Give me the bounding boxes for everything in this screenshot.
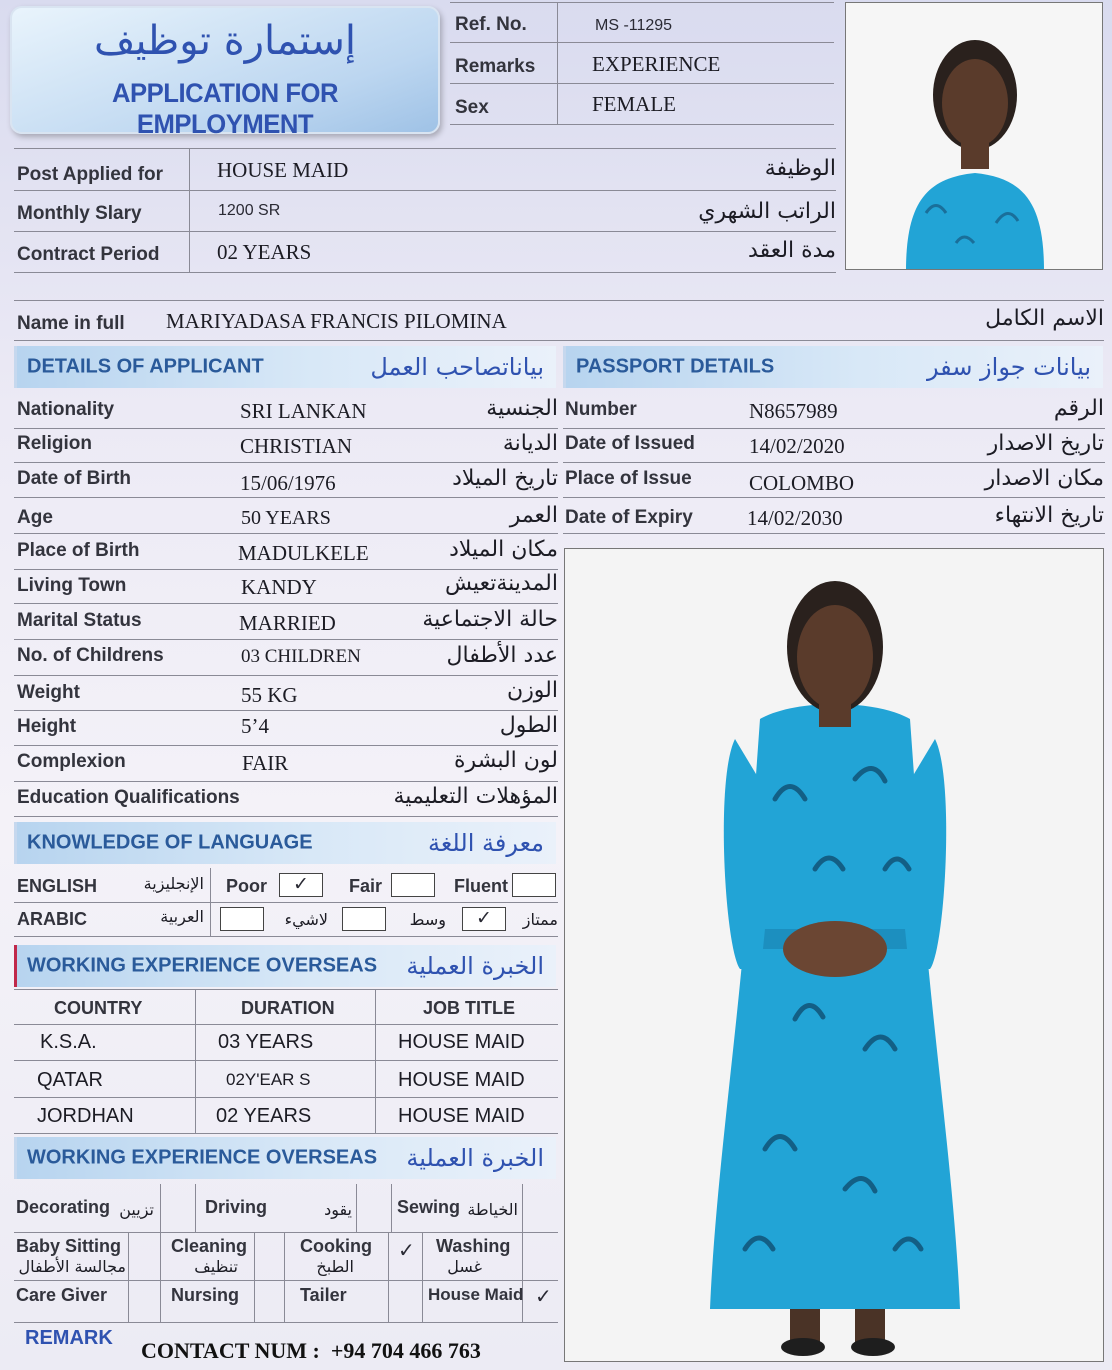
skill-decorating-ar: تزيين xyxy=(119,1200,154,1219)
title-panel xyxy=(10,6,440,139)
post-applied-value: HOUSE MAID xyxy=(217,158,349,182)
marital-status-ar: حالة الاجتماعية xyxy=(422,607,558,632)
exp-row-2-duration: 02Y'EAR S xyxy=(226,1070,311,1089)
skill-cooking: Cooking xyxy=(300,1236,372,1256)
english-ar: الإنجليزية xyxy=(143,874,204,893)
arabic-mid-checkbox[interactable] xyxy=(342,907,386,931)
english-poor-tick: ✓ xyxy=(293,874,309,895)
skill-washing-ar: غسل xyxy=(447,1257,482,1276)
exp-row-3-duration: 02 YEARS xyxy=(216,1105,312,1127)
col-job-header: JOB TITLE xyxy=(423,998,516,1018)
post-applied-label: Post Applied for xyxy=(17,164,164,185)
contract-period-value: 02 YEARS xyxy=(217,240,312,264)
religion-label: Religion xyxy=(17,433,92,454)
skill-sewing-ar: الخياطة xyxy=(467,1200,518,1219)
skill-sewing: Sewing xyxy=(397,1197,461,1217)
children-ar: عدد الأطفال xyxy=(446,643,558,668)
experience-section-band xyxy=(14,945,556,987)
children-label: No. of Childrens xyxy=(17,645,164,666)
skill-driving-ar: يقود xyxy=(324,1200,352,1219)
passport-expiry-ar: تاريخ الانتهاء xyxy=(994,503,1104,528)
experience-section-title: WORKING EXPERIENCE OVERSEAS xyxy=(27,954,378,977)
passport-number-label: Number xyxy=(565,399,637,420)
education-label: Education Qualifications xyxy=(17,787,240,808)
remarks-label: Remarks xyxy=(455,56,536,77)
skill-house-maid: House Maid xyxy=(428,1285,524,1304)
skill-driving: Driving xyxy=(205,1197,268,1217)
sex-label: Sex xyxy=(455,97,489,118)
skills-section-band xyxy=(14,1137,556,1179)
col-duration-header: DURATION xyxy=(241,998,335,1018)
weight-label: Weight xyxy=(17,682,80,703)
applicant-section-title-ar: بياناتصاحب العمل xyxy=(370,353,544,381)
nationality-value: SRI LANKAN xyxy=(240,399,367,423)
place-of-birth-ar: مكان الميلاد xyxy=(449,537,558,562)
living-town-ar: المدينةتعيش xyxy=(444,571,558,596)
age-ar: العمر xyxy=(509,503,558,528)
exp-row-3-country: JORDHAN xyxy=(37,1105,134,1127)
passport-number-ar: الرقم xyxy=(1053,396,1104,421)
nationality-label: Nationality xyxy=(17,399,115,420)
cooking-tick: ✓ xyxy=(398,1240,415,1262)
marital-status-value: MARRIED xyxy=(239,611,336,635)
height-ar: الطول xyxy=(499,713,558,738)
arabic-excellent-checkbox[interactable] xyxy=(462,907,506,931)
skill-washing: Washing xyxy=(436,1236,511,1256)
dob-ar: تاريخ الميلاد xyxy=(452,466,558,491)
applicant-portrait-photo xyxy=(845,2,1103,270)
monthly-salary-ar: الراتب الشهري xyxy=(698,199,836,224)
weight-ar: الوزن xyxy=(507,678,558,703)
applicant-section-band xyxy=(14,346,556,388)
name-ar: الاسم الكامل xyxy=(985,306,1104,331)
remarks-value: EXPERIENCE xyxy=(592,52,721,76)
language-section-title: KNOWLEDGE OF LANGUAGE xyxy=(27,831,313,854)
living-town-label: Living Town xyxy=(17,575,127,596)
arabic-label: ARABIC xyxy=(17,909,87,929)
fluent-label: Fluent xyxy=(454,876,508,896)
skills-section-title: WORKING EXPERIENCE OVERSEAS xyxy=(27,1146,378,1169)
name-value: MARIYADASA FRANCIS PILOMINA xyxy=(166,309,507,333)
skill-baby-sitting: Baby Sitting xyxy=(16,1236,122,1256)
house-maid-tick: ✓ xyxy=(535,1286,552,1308)
education-ar: المؤهلات التعليمية xyxy=(393,784,558,809)
exp-row-3-job: HOUSE MAID xyxy=(398,1105,525,1127)
skill-care-giver: Care Giver xyxy=(16,1285,108,1305)
exp-row-1-duration: 03 YEARS xyxy=(218,1031,314,1053)
complexion-label: Complexion xyxy=(17,751,126,772)
arabic-tick: ✓ xyxy=(476,908,492,929)
skill-nursing: Nursing xyxy=(171,1285,240,1305)
skill-cleaning: Cleaning xyxy=(171,1236,248,1256)
living-town-value: KANDY xyxy=(241,575,317,599)
arabic-none-checkbox[interactable] xyxy=(220,907,264,931)
skill-tailer: Tailer xyxy=(300,1285,347,1305)
post-applied-ar: الوظيفة xyxy=(764,156,836,181)
title-english: APPLICATION FOR EMPLOYMENT xyxy=(111,78,339,139)
religion-ar: الديانة xyxy=(502,431,558,456)
passport-section-band xyxy=(563,346,1103,388)
col-country-header: COUNTRY xyxy=(54,998,143,1018)
arabic-ar: العربية xyxy=(160,907,204,926)
skills-section-title-ar: الخبرة العملية xyxy=(406,1144,544,1172)
contract-period-label: Contract Period xyxy=(17,244,160,265)
dob-label: Date of Birth xyxy=(17,468,131,489)
arabic-mid-label: وسط xyxy=(409,910,446,929)
skill-decorating: Decorating xyxy=(16,1197,111,1217)
english-fluent-checkbox[interactable] xyxy=(512,873,556,897)
poor-label: Poor xyxy=(226,876,268,896)
passport-expiry-label: Date of Expiry xyxy=(565,507,693,528)
complexion-value: FAIR xyxy=(242,751,289,775)
place-of-birth-label: Place of Birth xyxy=(17,540,140,561)
passport-expiry-value: 14/02/2030 xyxy=(747,506,843,530)
language-section-band xyxy=(14,822,556,864)
height-label: Height xyxy=(17,716,77,737)
monthly-salary-value: 1200 SR xyxy=(218,202,281,219)
fair-label: Fair xyxy=(349,876,383,896)
exp-row-1-job: HOUSE MAID xyxy=(398,1031,525,1053)
remark-label: REMARK xyxy=(25,1327,113,1349)
place-of-birth-value: MADULKELE xyxy=(238,541,369,565)
complexion-ar: لون البشرة xyxy=(454,748,558,773)
applicant-full-photo xyxy=(564,548,1104,1362)
weight-value: 55 KG xyxy=(241,683,298,707)
passport-place-label: Place of Issue xyxy=(565,468,692,489)
skill-cleaning-ar: تنظيف xyxy=(194,1257,238,1276)
name-label: Name in full xyxy=(17,313,125,334)
english-poor-checkbox[interactable] xyxy=(279,873,323,897)
passport-issued-value: 14/02/2020 xyxy=(749,434,845,458)
height-value: 5’4 xyxy=(241,714,269,738)
english-fair-checkbox[interactable] xyxy=(391,873,435,897)
exp-row-1-country: K.S.A. xyxy=(40,1031,97,1053)
passport-place-ar: مكان الاصدار xyxy=(984,466,1104,491)
experience-section-title-ar: الخبرة العملية xyxy=(406,952,544,980)
exp-row-2-country: QATAR xyxy=(37,1069,103,1091)
exp-row-2-job: HOUSE MAID xyxy=(398,1069,525,1091)
passport-section-title: PASSPORT DETAILS xyxy=(576,355,775,378)
passport-number-value: N8657989 xyxy=(749,399,838,423)
sex-value: FEMALE xyxy=(592,92,676,116)
marital-status-label: Marital Status xyxy=(17,610,142,631)
language-section-title-ar: معرفة اللغة xyxy=(427,829,544,857)
arabic-excellent-label: ممتاز xyxy=(522,910,558,929)
monthly-salary-label: Monthly Slary xyxy=(17,203,142,224)
age-label: Age xyxy=(17,507,53,528)
religion-value: CHRISTIAN xyxy=(240,434,353,458)
ref-label: Ref. No. xyxy=(455,14,527,35)
title-arabic: إستمارة توظيف xyxy=(93,18,357,64)
contact-number: CONTACT NUM : +94 704 466 763 xyxy=(141,1338,481,1363)
passport-issued-label: Date of Issued xyxy=(565,433,695,454)
dob-value: 15/06/1976 xyxy=(240,471,336,495)
passport-section-title-ar: بيانات جواز سفر xyxy=(926,353,1091,381)
passport-issued-ar: تاريخ الاصدار xyxy=(987,431,1104,456)
skill-cooking-ar: الطبخ xyxy=(316,1257,354,1276)
age-value: 50 YEARS xyxy=(241,507,331,529)
ref-value: MS -11295 xyxy=(595,17,673,34)
children-value: 03 CHILDREN xyxy=(241,646,361,667)
skill-baby-sitting-ar: مجالسة الأطفال xyxy=(18,1257,126,1276)
nationality-ar: الجنسية xyxy=(486,396,558,421)
applicant-section-title: DETAILS OF APPLICANT xyxy=(27,355,264,378)
arabic-none-label: لاشيء xyxy=(284,910,328,929)
contract-period-ar: مدة العقد xyxy=(748,238,836,263)
passport-place-value: COLOMBO xyxy=(749,471,855,495)
english-label: ENGLISH xyxy=(17,876,98,896)
